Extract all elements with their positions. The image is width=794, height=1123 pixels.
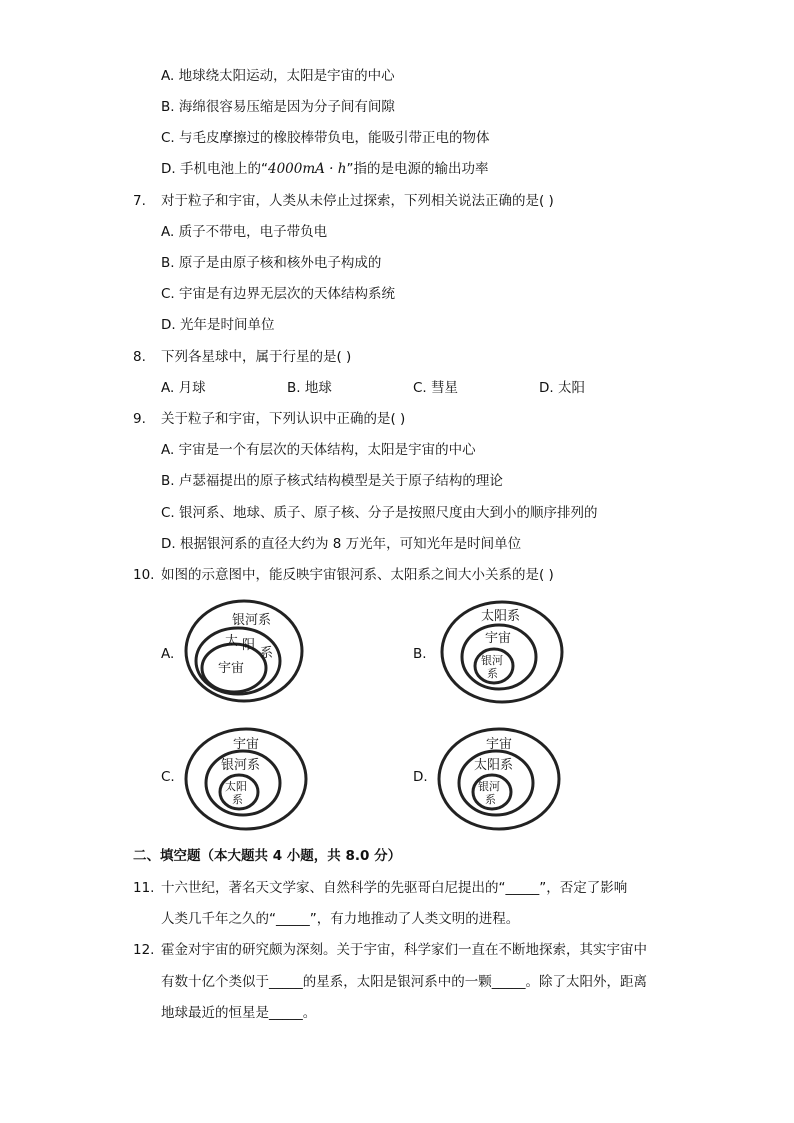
q12-number: 12.	[133, 942, 155, 958]
diagram-c	[183, 725, 313, 835]
q9-stem: 关于粒子和宇宙，下列认识中正确的是( )	[161, 411, 406, 427]
diagram-d-label: D.	[413, 769, 428, 785]
diagram-b-inner-text-1: 银河	[481, 654, 503, 667]
diagram-b	[438, 597, 568, 707]
q7-option-b: B. 原子是由原子核和核外电子构成的	[161, 255, 382, 271]
q12-line-2: 有数十亿个类似于_____的星系，太阳是银河系中的一颗_____。除了太阳外，距离	[161, 974, 647, 990]
diagram-a	[180, 597, 310, 707]
q6-option-d	[161, 160, 488, 178]
q12-line-3: 地球最近的恒星是_____。	[161, 1005, 317, 1021]
q10-number: 10.	[133, 567, 155, 583]
q7-stem: 对于粒子和宇宙，人类从未停止过探索，下列相关说法正确的是( )	[161, 193, 554, 209]
diagram-d-middle-text: 太阳系	[474, 758, 514, 773]
diagram-b-outer-text: 太阳系	[481, 609, 521, 624]
diagram-d-inner-text-1: 银河	[478, 780, 500, 793]
q9-number: 9.	[133, 411, 146, 427]
section-heading-fill-in: 二、填空题（本大题共 4 小题，共 8.0 分）	[133, 848, 402, 864]
diagram-b-inner-text-2: 系	[487, 667, 498, 680]
q11-line-2: 人类几千年之久的“_____”，有力地推动了人类文明的进程。	[161, 911, 520, 927]
diagram-d-outer-text: 宇宙	[486, 737, 513, 752]
diagram-c-outer-text: 宇宙	[233, 737, 260, 752]
diagram-c-inner-text-1: 太阳	[225, 780, 247, 793]
q9-option-c: C. 银河系、地球、质子、原子核、分子是按照尺度由大到小的顺序排列的	[161, 505, 598, 521]
q10-stem: 如图的示意图中，能反映宇宙银河系、太阳系之间大小关系的是( )	[161, 567, 554, 583]
q8-option-a: A. 月球	[161, 380, 206, 396]
diagram-a-middle-text-3: 系	[260, 646, 274, 661]
diagram-a-middle-text-1: 太	[225, 634, 239, 649]
diagram-a-middle-text-2: 阳	[242, 638, 256, 653]
diagram-c-label: C.	[161, 769, 175, 785]
q6-option-d-suffix: ”指的是电源的输出功率	[346, 161, 489, 177]
diagram-a-inner-text: 宇宙	[218, 661, 245, 676]
q6-option-a: A. 地球绕太阳运动，太阳是宇宙的中心	[161, 68, 395, 84]
diagram-c-middle-text: 银河系	[221, 758, 261, 773]
q12-line-1: 霍金对宇宙的研究颇为深刻。关于宇宙，科学家们一直在不断地探索，其实宇宙中	[161, 942, 647, 958]
q11-number: 11.	[133, 880, 155, 896]
q6-option-d-math: 4000mA · h	[267, 161, 347, 177]
q6-option-d-prefix: D. 手机电池上的“	[161, 161, 268, 177]
q8-option-b: B. 地球	[287, 380, 332, 396]
diagram-a-label: A.	[161, 646, 175, 662]
q6-option-b: B. 海绵很容易压缩是因为分子间有间隙	[161, 99, 395, 115]
q7-number: 7.	[133, 193, 146, 209]
diagram-b-label: B.	[413, 646, 427, 662]
q6-option-c: C. 与毛皮摩擦过的橡胶棒带负电，能吸引带正电的物体	[161, 130, 490, 146]
diagram-d	[436, 725, 566, 835]
q7-option-a: A. 质子不带电，电子带负电	[161, 224, 328, 240]
diagram-a-outer-text: 银河系	[232, 613, 272, 628]
q8-option-c: C. 彗星	[413, 380, 459, 396]
diagram-d-inner-text-2: 系	[485, 793, 496, 806]
q8-stem: 下列各星球中，属于行星的是( )	[161, 349, 352, 365]
diagram-b-middle-text: 宇宙	[485, 631, 512, 646]
q9-option-d: D. 根据银河系的直径大约为 8 万光年，可知光年是时间单位	[161, 536, 522, 552]
q11-line-1: 十六世纪，著名天文学家、自然科学的先驱哥白尼提出的“_____”，否定了影响	[161, 880, 628, 896]
diagram-c-inner-text-2: 系	[232, 793, 243, 806]
q9-option-b: B. 卢瑟福提出的原子核式结构模型是关于原子结构的理论	[161, 473, 503, 489]
q8-number: 8.	[133, 349, 146, 365]
q7-option-c: C. 宇宙是有边界无层次的天体结构系统	[161, 286, 396, 302]
q9-option-a: A. 宇宙是一个有层次的天体结构，太阳是宇宙的中心	[161, 442, 476, 458]
q8-option-d: D. 太阳	[539, 380, 585, 396]
q7-option-d: D. 光年是时间单位	[161, 317, 275, 333]
